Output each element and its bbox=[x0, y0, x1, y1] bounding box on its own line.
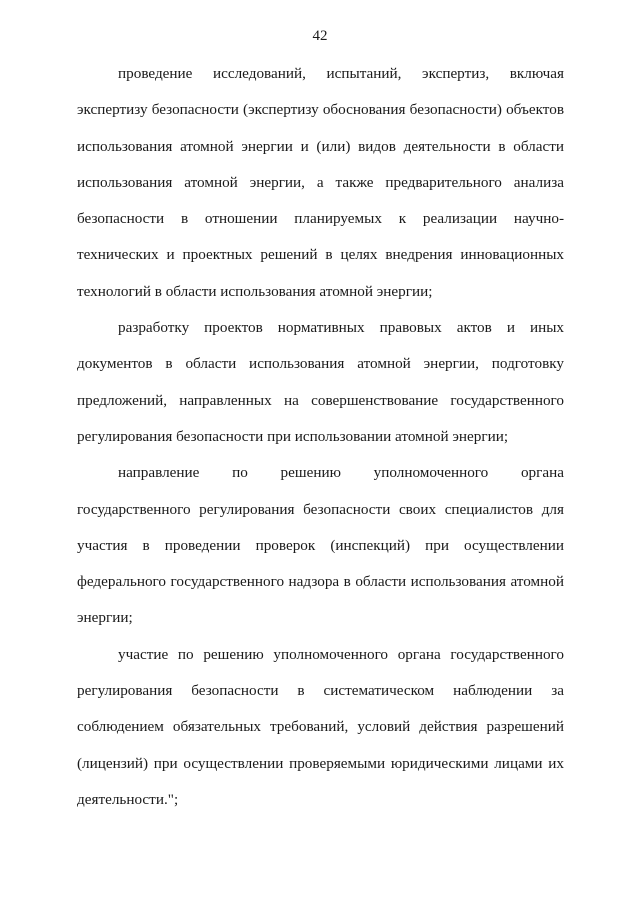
page-number: 42 bbox=[312, 28, 328, 44]
document-body bbox=[77, 56, 564, 818]
paragraph-regulatory-drafts: разработку проектов нормативных правовых актов и иных документов в области использования атомной энергии, подготовку предложений, направленных на совершенствование государственного регулирования безопасности при использовании атомной энергии; bbox=[77, 319, 564, 445]
paragraph-research: проведение исследований, испытаний, экспертиз, включая экспертизу безопасности (экспертизу обоснования безопасности) объектов использования атомной энергии и (или) видов деятельности в области использования атомной энергии, а также предварительного анализа безопасности в отношении планируемых к реализации научно-технических и проектных решений в целях внедрения инновационных технологий в области использования атомной энергии; bbox=[77, 65, 564, 300]
paragraph-systematic-monitoring: участие по решению уполномоченного органа государственного регулирования безопасности в систематическом наблюдении за соблюдением обязательных требований, условий действия разрешений (лицензий) при осуществлении проверяемыми юридическими лицами их деятельности."; bbox=[77, 645, 564, 808]
paragraph-inspection-specialists: направление по решению уполномоченного органа государственного регулирования безопасности своих специалистов для участия в проведении проверок (инспекций) при осуществлении федерального государственного надзора в области использования атомной энергии; bbox=[77, 464, 564, 627]
